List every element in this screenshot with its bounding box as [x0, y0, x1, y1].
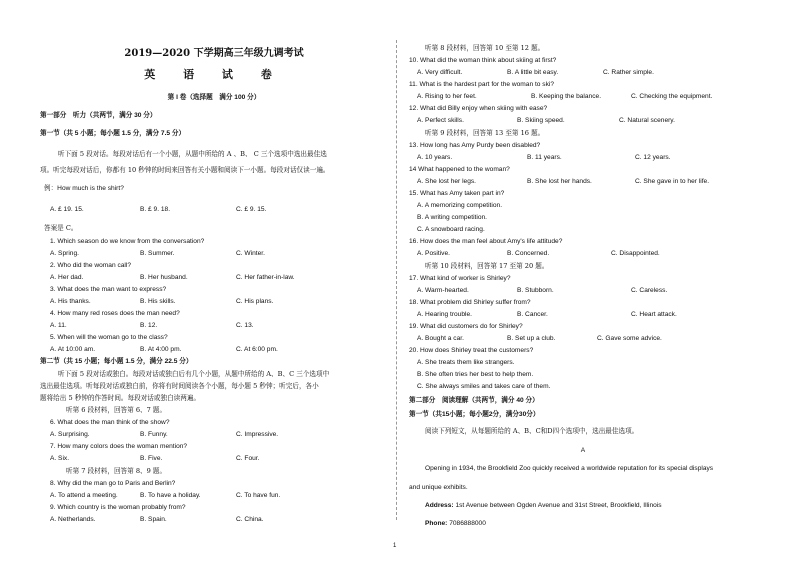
option: B. 11 years. [527, 154, 562, 161]
question: 3. What does the man want to express? [50, 286, 167, 293]
option: A. Six. [50, 455, 70, 462]
address-label: Address: [425, 502, 454, 509]
option: C. To have fun. [236, 492, 281, 499]
option: A. Bought a car. [417, 335, 464, 342]
option: B. Skiing speed. [517, 117, 565, 124]
address-line [425, 502, 662, 511]
option: B. Summer. [140, 250, 175, 257]
option: A. Netherlands. [50, 516, 96, 523]
question: 19. What did customers do for Shirley? [409, 323, 523, 330]
material-heading: 听第 8 段材料，回答第 10 至第 12 题。 [425, 44, 545, 52]
option: C. China. [236, 516, 264, 523]
option: B. Five. [140, 455, 163, 462]
option: B. To have a holiday. [140, 492, 201, 499]
option: B. She often tries her best to help them. [417, 371, 534, 378]
option: C. Careless. [631, 287, 668, 294]
option: A. To attend a meeting. [50, 492, 118, 499]
option: C. His plans. [236, 298, 274, 305]
section2-instruction: 听下面 5 段对话或独白。每段对话或独白后有几个小题，从题中所给的 A、B、C 三个选项中 [58, 370, 330, 378]
example-answer: 答案是 C。 [44, 224, 78, 232]
option: C. Natural scenery. [619, 117, 675, 124]
option: A. Positive. [417, 250, 450, 257]
option: B. Her husband. [140, 274, 188, 281]
question: 9. Which country is the woman probably from? [50, 504, 186, 511]
material-heading: 听第 9 段材料，回答第 13 至第 16 题。 [425, 129, 545, 137]
example-option: B. £ 9. 18. [140, 206, 171, 213]
section1-heading: 第一节（共 5 小题；每小题 1.5 分，满分 7.5 分） [40, 130, 186, 137]
example-option: A. £ 19. 15. [50, 206, 84, 213]
option: B. A writing competition. [417, 214, 487, 221]
example-question: 例：How much is the shirt? [44, 185, 124, 192]
option: A. His thanks. [50, 298, 91, 305]
section2-instruction: 题将给出 5 秒钟的作答时间。每段对话或独白读两遍。 [40, 394, 201, 402]
column-divider [396, 40, 397, 520]
option: C. Rather simple. [603, 69, 654, 76]
option: B. Cancer. [517, 311, 548, 318]
material-heading: 听第 7 段材料，回答第 8、9 题。 [66, 467, 167, 475]
option: B. Set up a club. [507, 335, 556, 342]
material-heading: 听第 6 段材料，回答第 6、7 题。 [66, 406, 167, 414]
option: B. His skills. [140, 298, 176, 305]
option: B. She lost her hands. [527, 178, 592, 185]
option: C. Checking the equipment. [631, 93, 713, 100]
option: C. Disappointed. [611, 250, 660, 257]
option: C. She gave in to her life. [635, 178, 710, 185]
section1-instruction: 项。听完每段对话后，你都有 10 秒钟的时间来回答有关小题和阅读下一小题。每段对话仅读一遍。 [40, 166, 330, 174]
passage-text: Opening in 1934, the Brookfield Zoo quickly received a worldwide reputation for its special displays [425, 465, 714, 472]
option: B. Concerned. [507, 250, 550, 257]
option: C. 13. [236, 322, 254, 329]
option: A. A memorizing competition. [417, 202, 503, 209]
option: C. A snowboard racing. [417, 226, 485, 233]
part2-heading: 第二部分 阅读理解（共两节，满分 40 分） [409, 397, 539, 404]
option: C. She always smiles and takes care of them. [417, 383, 551, 390]
question: 6. What does the man think of the show? [50, 419, 170, 426]
phone-value: 7086888000 [449, 520, 486, 527]
section2-heading: 第二节（共 15 小题；每小题 1.5 分，满分 22.5 分） [40, 358, 193, 365]
option: A. Warm-hearted. [417, 287, 469, 294]
option: B. A little bit easy. [507, 69, 559, 76]
question: 20. How does Shirley treat the customers? [409, 347, 534, 354]
option: C. Heart attack. [631, 311, 677, 318]
option: A. She lost her legs. [417, 178, 477, 185]
question: 17. What kind of worker is Shirley? [409, 275, 511, 282]
option: C. Winter. [236, 250, 265, 257]
question: 14 What happened to the woman? [409, 166, 510, 173]
option: C. Her father-in-law. [236, 274, 295, 281]
question: 1. Which season do we know from the conversation? [50, 238, 205, 245]
option: A. At 10:00 am. [50, 346, 96, 353]
option: A. Very difficult. [417, 69, 463, 76]
question: 15. What has Amy taken part in? [409, 190, 505, 197]
option: C. Impressive. [236, 431, 279, 438]
option: B. At 4:00 pm. [140, 346, 182, 353]
question: 16. How does the man feel about Amy's life attitude? [409, 238, 563, 245]
question: 7. How many colors does the woman mention? [50, 443, 188, 450]
passage-text: and unique exhibits. [409, 484, 468, 491]
volume-heading: 第 I 卷（选择题 满分 100 分） [167, 94, 261, 101]
option: A. She treats them like strangers. [417, 359, 515, 366]
option: C. Gave some advice. [597, 335, 662, 342]
section2-instruction: 选出最佳选项。听每段对话或独白前，你将有时间阅读各个小题，每小题 5 秒钟；听完后，各小 [40, 382, 319, 390]
exam-title: 2019—2020 下学期高三年级九调考试 [124, 48, 304, 59]
question: 10. What did the woman think about skiing at first? [409, 57, 557, 64]
question: 13. How long has Amy Purdy been disabled? [409, 142, 541, 149]
option: A. Her dad. [50, 274, 84, 281]
option: C. Four. [236, 455, 260, 462]
option: B. Spain. [140, 516, 167, 523]
reading-instruction: 阅读下列短文，从每题所给的 A、B、C和D四个选项中，选出最佳选项。 [425, 427, 639, 435]
address-value: 1st Avenue between Ogden Avenue and 31st Street, Brookfield, Illinois [455, 502, 662, 509]
section1-instruction: 听下面 5 段对话。每段对话后有一个小题，从题中所给的 A 、B、 C 三个选项中选出最佳选 [58, 150, 327, 158]
option: A. Perfect skills. [417, 117, 464, 124]
part1-heading: 第一部分 听力（共两节，满分 30 分） [40, 112, 157, 119]
exam-subtitle: 英 语 试 卷 [144, 68, 284, 81]
option: B. 12. [140, 322, 158, 329]
option: B. Funny. [140, 431, 168, 438]
question: 5. When will the woman go to the class? [50, 334, 168, 341]
option: A. Surprising. [50, 431, 90, 438]
part2-section1-heading: 第一节（共15小题；每小题2分，满分30分） [409, 411, 540, 418]
option: B. Keeping the balance. [531, 93, 602, 100]
option: A. 11. [50, 322, 67, 329]
question: 8. Why did the man go to Paris and Berlin? [50, 480, 176, 487]
option: A. Spring. [50, 250, 79, 257]
question: 4. How many red roses does the man need? [50, 310, 180, 317]
example-option: C. £ 9. 15. [236, 206, 267, 213]
phone-line [425, 520, 486, 529]
option: C. At 6:00 pm. [236, 346, 278, 353]
option: A. 10 years. [417, 154, 453, 161]
option: B. Stubborn. [517, 287, 554, 294]
option: C. 12 years. [635, 154, 671, 161]
option: A. Rising to her feet. [417, 93, 477, 100]
passage-letter: A [580, 447, 586, 454]
question: 2. Who did the woman call? [50, 262, 131, 269]
page-number: 1 [393, 543, 397, 549]
material-heading: 听第 10 段材料，回答第 17 至第 20 题。 [425, 262, 549, 270]
option: A. Hearing trouble. [417, 311, 472, 318]
question: 18. What problem did Shirley suffer from? [409, 299, 531, 306]
phone-label: Phone: [425, 520, 448, 527]
question: 12. What did Billy enjoy when skiing with ease? [409, 105, 548, 112]
question: 11. What is the hardest part for the woman to ski? [409, 81, 555, 88]
